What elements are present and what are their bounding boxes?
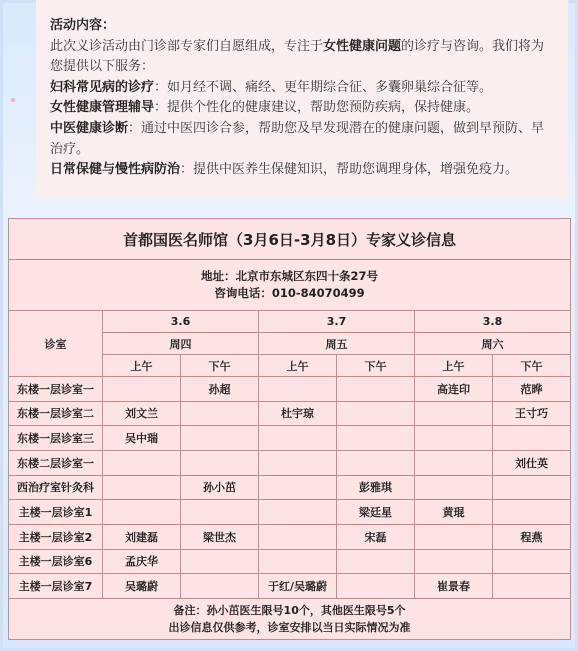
weekday-header: 周五: [259, 333, 415, 355]
room-header: 诊室: [9, 311, 103, 377]
doctor-cell: [259, 426, 337, 451]
doctor-cell: [259, 500, 337, 525]
doctor-cell: 刘建磊: [103, 524, 181, 549]
doctor-cell: [337, 426, 415, 451]
doctor-cell: [415, 475, 493, 500]
pm-header: 下午: [181, 355, 259, 377]
doctor-cell: 彭雅琪: [337, 475, 415, 500]
doctor-cell: [181, 500, 259, 525]
doctor-cell: [103, 450, 181, 475]
doctor-cell: [181, 574, 259, 599]
intro-heading: 活动内容：: [50, 18, 116, 33]
doctor-cell: 范晔: [493, 377, 571, 402]
table-row: [9, 401, 571, 426]
room-name: 东楼一层诊室二: [9, 401, 103, 426]
doctor-cell: [415, 549, 493, 574]
table-row: [9, 500, 571, 525]
doctor-cell: 王寸巧: [493, 401, 571, 426]
doctor-cell: 程燕: [493, 524, 571, 549]
room-name: 主楼一层诊室2: [9, 524, 103, 549]
doctor-cell: [103, 500, 181, 525]
doctor-cell: 高连印: [415, 377, 493, 402]
schedule-title: 首都国医名师馆（3月6日-3月8日）专家义诊信息: [9, 219, 571, 260]
am-header: 上午: [259, 355, 337, 377]
weekday-header: 周六: [415, 333, 571, 355]
table-row: [9, 574, 571, 599]
schedule-contact: [9, 260, 571, 311]
room-name: 主楼一层诊室7: [9, 574, 103, 599]
doctor-cell: [181, 426, 259, 451]
doctor-cell: 于红/吴璐蔚: [259, 574, 337, 599]
doctor-cell: 吴中瑞: [103, 426, 181, 451]
doctor-cell: [415, 401, 493, 426]
room-name: 主楼一层诊室6: [9, 549, 103, 574]
intro-item: 女性健康管理辅导：提供个性化的健康建议，帮助您预防疾病，保持健康。: [50, 100, 480, 116]
doctor-cell: [493, 426, 571, 451]
room-name: 东楼二层诊室一: [9, 450, 103, 475]
doctor-cell: 黄琨: [415, 500, 493, 525]
doctor-cell: [259, 377, 337, 402]
doctor-cell: 刘仕英: [493, 450, 571, 475]
doctor-cell: [415, 524, 493, 549]
schedule-address: 地址：北京市东城区东四十条27号: [201, 269, 379, 283]
doctor-cell: [259, 549, 337, 574]
doctor-cell: [337, 377, 415, 402]
doctor-cell: [415, 426, 493, 451]
doctor-cell: 梁世杰: [181, 524, 259, 549]
decorative-dot: [11, 98, 15, 102]
doctor-cell: 刘文兰: [103, 401, 181, 426]
table-row: [9, 549, 571, 574]
pm-header: 下午: [493, 355, 571, 377]
note-disclaimer: 出诊信息仅供参考，诊室安排以当日实际情况为准: [168, 621, 411, 634]
doctor-cell: [337, 401, 415, 426]
table-row: [9, 524, 571, 549]
doctor-cell: [181, 401, 259, 426]
am-header: 上午: [415, 355, 493, 377]
intro-item: 妇科常见病的诊疗：如月经不调、痛经、更年期综合征、多囊卵巢综合征等。: [50, 79, 493, 95]
note-quota: 备注：孙小茁医生限号10个，其他医生限号5个: [173, 604, 406, 617]
room-name: 东楼一层诊室三: [9, 426, 103, 451]
doctor-cell: [493, 549, 571, 574]
activity-intro: [36, 0, 568, 198]
room-name: 主楼一层诊室1: [9, 500, 103, 525]
table-row: [9, 426, 571, 451]
schedule-table-wrap: [8, 218, 570, 640]
doctor-cell: [337, 450, 415, 475]
schedule-note: [9, 599, 571, 640]
table-row: [9, 475, 571, 500]
doctor-cell: 孙超: [181, 377, 259, 402]
doctor-cell: [493, 574, 571, 599]
date-header: 3.6: [103, 311, 259, 333]
doctor-cell: [337, 549, 415, 574]
doctor-cell: [103, 377, 181, 402]
doctor-cell: [493, 500, 571, 525]
pm-header: 下午: [337, 355, 415, 377]
table-row: [9, 450, 571, 475]
doctor-cell: 杜宇琼: [259, 401, 337, 426]
date-header: 3.8: [415, 311, 571, 333]
doctor-cell: 孙小茁: [181, 475, 259, 500]
room-name: 东楼一层诊室一: [9, 377, 103, 402]
doctor-cell: [259, 475, 337, 500]
doctor-cell: [181, 549, 259, 574]
room-name: 西治疗室针灸科: [9, 475, 103, 500]
doctor-cell: 吴璐蔚: [103, 574, 181, 599]
doctor-cell: [103, 475, 181, 500]
am-header: 上午: [103, 355, 181, 377]
weekday-header: 周四: [103, 333, 259, 355]
doctor-cell: [259, 524, 337, 549]
doctor-cell: [337, 574, 415, 599]
doctor-cell: [493, 475, 571, 500]
doctor-cell: 梁廷星: [337, 500, 415, 525]
schedule-phone: 咨询电话：010-84070499: [214, 286, 365, 300]
schedule-table: [8, 218, 571, 640]
intro-item: 中医健康诊断：通过中医四诊合参，帮助您及早发现潜在的健康问题，做到早预防、早治疗。: [50, 120, 545, 157]
doctor-cell: 孟庆华: [103, 549, 181, 574]
table-row: [9, 377, 571, 402]
doctor-cell: 宋磊: [337, 524, 415, 549]
doctor-cell: [259, 450, 337, 475]
date-header: 3.7: [259, 311, 415, 333]
intro-item: 日常保健与慢性病防治：提供中医养生保健知识，帮助您调理身体，增强免疫力。: [50, 162, 519, 178]
intro-description: 此次义诊活动由门诊部专家们自愿组成，专注于女性健康问题的诊疗与咨询。我们将为您提供以下服务：: [50, 38, 545, 75]
doctor-cell: [181, 450, 259, 475]
doctor-cell: [415, 450, 493, 475]
doctor-cell: 崔景春: [415, 574, 493, 599]
